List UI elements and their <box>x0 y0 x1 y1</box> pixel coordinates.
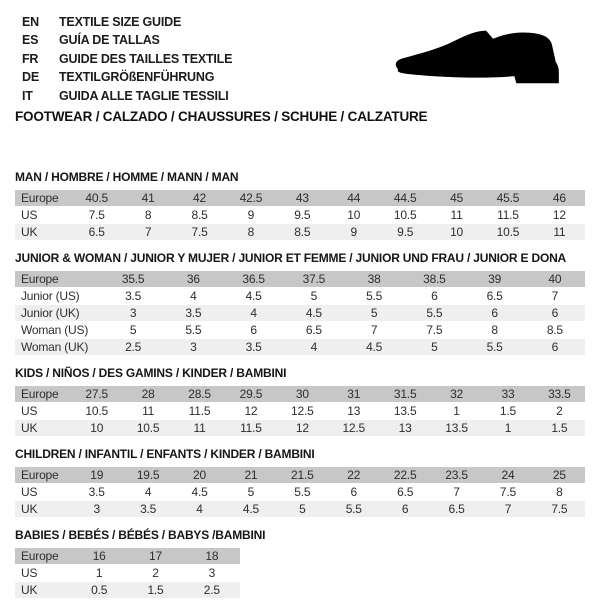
language-code: ES <box>22 33 39 48</box>
size-value-cell: 13 <box>398 421 412 435</box>
size-value-cell: 1.5 <box>499 404 516 418</box>
size-value-cell: 8 <box>491 323 498 337</box>
size-table-row <box>15 501 585 518</box>
size-table-row <box>15 271 585 288</box>
size-value-cell: 24 <box>501 468 515 482</box>
language-code: FR <box>22 51 39 66</box>
size-value-cell: 6 <box>250 323 257 337</box>
row-label-cell: Junior (US) <box>21 289 80 303</box>
size-table-row <box>15 403 585 420</box>
row-label-cell: Junior (UK) <box>21 306 80 320</box>
size-value-cell: 11 <box>193 421 206 435</box>
size-value-cell: 8 <box>247 225 255 239</box>
language-label: GUIDA ALLE TAGLIE TESSILI <box>59 88 229 103</box>
size-value-cell: 12 <box>295 421 309 435</box>
size-value-cell: 2 <box>152 566 159 580</box>
size-value-cell: 1.5 <box>147 583 164 597</box>
size-value-cell: 8.5 <box>546 323 563 337</box>
size-value-cell: 5 <box>431 340 438 354</box>
size-value-cell: 31 <box>347 387 361 401</box>
size-value-cell: 4 <box>310 340 318 354</box>
language-label: TEXTILE SIZE GUIDE <box>59 15 182 29</box>
size-value-cell: 5 <box>370 306 378 320</box>
size-value-cell: 4 <box>144 485 152 499</box>
size-table <box>15 190 585 241</box>
size-value-cell: 10.5 <box>496 225 520 239</box>
row-label-cell: US <box>21 566 38 580</box>
size-value-cell: 38.5 <box>423 272 446 286</box>
size-value-cell: 10.5 <box>136 421 160 435</box>
size-table-section <box>15 170 585 241</box>
size-value-cell: 6 <box>551 340 559 354</box>
size-value-cell: 12.5 <box>291 404 314 418</box>
size-value-cell: 10 <box>450 225 464 239</box>
size-value-cell: 1.5 <box>551 421 568 435</box>
size-table-row <box>15 224 585 241</box>
size-value-cell: 6 <box>551 306 559 320</box>
size-value-cell: 4.5 <box>242 502 259 516</box>
size-value-cell: 6.5 <box>88 225 105 239</box>
size-value-cell: 3 <box>208 566 216 580</box>
size-value-cell: 7 <box>370 323 378 337</box>
row-label-cell: UK <box>21 583 38 597</box>
size-value-cell: 11.5 <box>497 208 519 222</box>
language-list <box>22 13 232 105</box>
size-value-cell: 36 <box>186 272 200 286</box>
size-table-row <box>15 288 585 305</box>
row-label-cell: US <box>21 485 38 499</box>
size-value-cell: 8.5 <box>294 225 311 239</box>
size-value-cell: 4.5 <box>366 340 383 354</box>
row-label-cell: Europe <box>21 191 59 205</box>
size-value-cell: 21.5 <box>291 468 314 482</box>
row-label-cell: UK <box>21 502 38 516</box>
row-label-cell: Europe <box>21 549 59 563</box>
size-value-cell: 4.5 <box>191 485 208 499</box>
size-value-cell: 40.5 <box>85 191 108 205</box>
size-value-cell: 5.5 <box>486 340 503 354</box>
section-title: CHILDREN / INFANTIL / ENFANTS / KINDER / BAMBINI <box>15 447 315 461</box>
size-table-row <box>15 305 585 322</box>
size-value-cell: 4 <box>196 502 203 516</box>
language-label: GUIDE DES TAILLES TEXTILE <box>59 51 233 66</box>
size-value-cell: 10.5 <box>393 208 417 222</box>
size-table-section <box>15 447 585 518</box>
size-value-cell: 4 <box>190 289 197 303</box>
size-value-cell: 22 <box>347 468 361 482</box>
size-value-cell: 13 <box>347 404 361 418</box>
size-value-cell: 9.5 <box>294 208 311 222</box>
size-value-cell: 1 <box>504 421 512 435</box>
size-table-section <box>15 251 585 356</box>
size-value-cell: 11.5 <box>240 421 262 435</box>
size-table <box>15 386 585 437</box>
size-value-cell: 21 <box>244 468 258 482</box>
size-value-cell: 4.5 <box>245 289 262 303</box>
size-value-cell: 41 <box>141 191 155 205</box>
shoe-icon <box>392 26 574 94</box>
row-label-cell: Woman (US) <box>21 323 89 337</box>
size-value-cell: 5 <box>299 502 306 516</box>
language-row <box>22 13 232 31</box>
size-value-cell: 0.5 <box>91 583 108 597</box>
size-table-row <box>15 484 585 501</box>
size-value-cell: 37.5 <box>302 272 326 286</box>
size-value-cell: 6.5 <box>486 289 503 303</box>
size-value-cell: 33 <box>501 387 515 401</box>
size-table <box>15 467 585 518</box>
size-value-cell: 3 <box>129 306 137 320</box>
size-value-cell: 19 <box>90 468 104 482</box>
size-value-cell: 9 <box>350 225 357 239</box>
size-table-row <box>15 386 585 403</box>
size-value-cell: 46 <box>552 191 566 205</box>
size-value-cell: 10 <box>347 208 361 222</box>
size-value-cell: 5.5 <box>294 485 311 499</box>
size-table-row <box>15 565 240 582</box>
size-value-cell: 3.5 <box>140 502 157 516</box>
language-row <box>22 50 232 68</box>
size-value-cell: 1 <box>453 404 460 418</box>
size-value-cell: 6 <box>350 485 357 499</box>
size-value-cell: 18 <box>205 549 219 563</box>
size-value-cell: 6 <box>401 502 409 516</box>
language-row <box>22 68 232 86</box>
size-value-cell: 3 <box>93 502 100 516</box>
size-value-cell: 13.5 <box>445 421 468 435</box>
size-value-cell: 5 <box>129 323 137 337</box>
language-row <box>22 31 232 49</box>
row-label-cell: US <box>21 208 38 222</box>
size-value-cell: 27.5 <box>85 387 108 401</box>
size-value-cell: 43 <box>295 191 309 205</box>
size-table-row <box>15 339 585 356</box>
size-value-cell: 6.5 <box>397 485 414 499</box>
size-value-cell: 44.5 <box>393 191 417 205</box>
size-value-cell: 7.5 <box>88 208 105 222</box>
size-value-cell: 6 <box>491 306 498 320</box>
size-table-row <box>15 420 585 437</box>
size-value-cell: 29.5 <box>239 387 263 401</box>
size-value-cell: 9 <box>247 208 255 222</box>
size-value-cell: 23.5 <box>445 468 468 482</box>
size-value-cell: 4 <box>250 306 257 320</box>
size-value-cell: 17 <box>149 549 162 563</box>
size-value-cell: 28 <box>141 387 155 401</box>
size-value-cell: 11 <box>553 225 566 239</box>
size-value-cell: 42.5 <box>239 191 263 205</box>
size-value-cell: 6.5 <box>448 502 465 516</box>
size-value-cell: 13.5 <box>393 404 417 418</box>
size-value-cell: 16 <box>92 549 106 563</box>
size-value-cell: 5.5 <box>366 289 383 303</box>
size-value-cell: 3 <box>190 340 197 354</box>
size-value-cell: 38 <box>367 272 381 286</box>
size-value-cell: 8.5 <box>191 208 208 222</box>
size-value-cell: 10 <box>90 421 104 435</box>
size-value-cell: 19.5 <box>136 468 160 482</box>
size-value-cell: 1 <box>95 566 103 580</box>
size-value-cell: 30 <box>295 387 309 401</box>
size-value-cell: 7.5 <box>551 502 568 516</box>
size-value-cell: 2 <box>556 404 563 418</box>
row-label-cell: UK <box>21 421 38 435</box>
category-title: FOOTWEAR / CALZADO / CHAUSSURES / SCHUHE / CALZATURE <box>15 109 428 124</box>
size-value-cell: 22.5 <box>393 468 417 482</box>
size-value-cell: 7 <box>551 289 559 303</box>
size-value-cell: 5.5 <box>345 502 362 516</box>
size-value-cell: 2.5 <box>203 583 220 597</box>
size-value-cell: 5.5 <box>185 323 202 337</box>
size-value-cell: 36.5 <box>242 272 265 286</box>
size-value-cell: 7 <box>144 225 152 239</box>
row-label-cell: Europe <box>21 387 59 401</box>
size-value-cell: 40 <box>548 272 562 286</box>
size-value-cell: 45.5 <box>496 191 520 205</box>
size-value-cell: 4.5 <box>305 306 322 320</box>
size-value-cell: 11 <box>142 404 155 418</box>
size-table-row <box>15 190 585 207</box>
size-value-cell: 8 <box>556 485 563 499</box>
size-table-row <box>15 548 240 565</box>
language-row <box>22 87 232 105</box>
size-value-cell: 6 <box>431 289 438 303</box>
size-table-row <box>15 582 240 599</box>
size-value-cell: 25 <box>552 468 566 482</box>
size-value-cell: 2.5 <box>125 340 142 354</box>
size-value-cell: 33.5 <box>548 387 571 401</box>
size-value-cell: 7.5 <box>191 225 208 239</box>
size-table-row <box>15 467 585 484</box>
section-title: JUNIOR & WOMAN / JUNIOR Y MUJER / JUNIOR ET FEMME / JUNIOR UND FRAU / JUNIOR E DONA <box>15 251 567 265</box>
size-value-cell: 8 <box>144 208 152 222</box>
size-value-cell: 35.5 <box>121 272 145 286</box>
size-tables <box>15 160 585 599</box>
size-value-cell: 5 <box>310 289 318 303</box>
size-value-cell: 7 <box>453 485 460 499</box>
language-label: GUÍA DE TALLAS <box>59 33 160 48</box>
size-table <box>15 271 585 356</box>
size-value-cell: 44 <box>347 191 361 205</box>
size-value-cell: 9.5 <box>397 225 414 239</box>
size-value-cell: 12 <box>552 208 566 222</box>
size-value-cell: 31.5 <box>393 387 417 401</box>
size-table-row <box>15 322 585 339</box>
size-value-cell: 7.5 <box>426 323 443 337</box>
language-code: IT <box>22 88 33 103</box>
row-label-cell: US <box>21 404 38 418</box>
size-value-cell: 3.5 <box>185 306 202 320</box>
row-label-cell: Europe <box>21 468 59 482</box>
size-value-cell: 12.5 <box>342 421 366 435</box>
size-table <box>15 548 240 599</box>
size-value-cell: 39 <box>488 272 502 286</box>
size-table-row <box>15 207 585 224</box>
size-value-cell: 3.5 <box>125 289 142 303</box>
size-value-cell: 3.5 <box>245 340 262 354</box>
size-value-cell: 11.5 <box>188 404 211 418</box>
size-value-cell: 28.5 <box>188 387 211 401</box>
row-label-cell: Europe <box>21 272 59 286</box>
language-code: EN <box>22 15 39 29</box>
size-value-cell: 6.5 <box>305 323 322 337</box>
section-title: KIDS / NIÑOS / DES GAMINS / KINDER / BAMBINI <box>15 366 287 380</box>
size-value-cell: 11 <box>450 208 463 222</box>
language-label: TEXTILGRÖßENFÜHRUNG <box>59 70 215 85</box>
section-title: BABIES / BEBÉS / BÉBÉS / BABYS /BAMBINI <box>15 528 266 542</box>
language-code: DE <box>22 70 39 85</box>
size-value-cell: 10.5 <box>85 404 108 418</box>
size-value-cell: 3.5 <box>88 485 105 499</box>
section-title: MAN / HOMBRE / HOMME / MANN / MAN <box>15 170 239 184</box>
size-table-section <box>15 366 585 437</box>
size-value-cell: 32 <box>450 387 464 401</box>
size-table-section <box>15 528 585 599</box>
row-label-cell: UK <box>21 225 38 239</box>
size-value-cell: 45 <box>450 191 464 205</box>
size-value-cell: 12 <box>244 404 258 418</box>
size-value-cell: 7 <box>504 502 512 516</box>
row-label-cell: Woman (UK) <box>21 340 89 354</box>
size-value-cell: 7.5 <box>499 485 516 499</box>
size-value-cell: 42 <box>193 191 206 205</box>
size-value-cell: 20 <box>193 468 206 482</box>
size-value-cell: 5.5 <box>426 306 443 320</box>
size-value-cell: 5 <box>247 485 255 499</box>
